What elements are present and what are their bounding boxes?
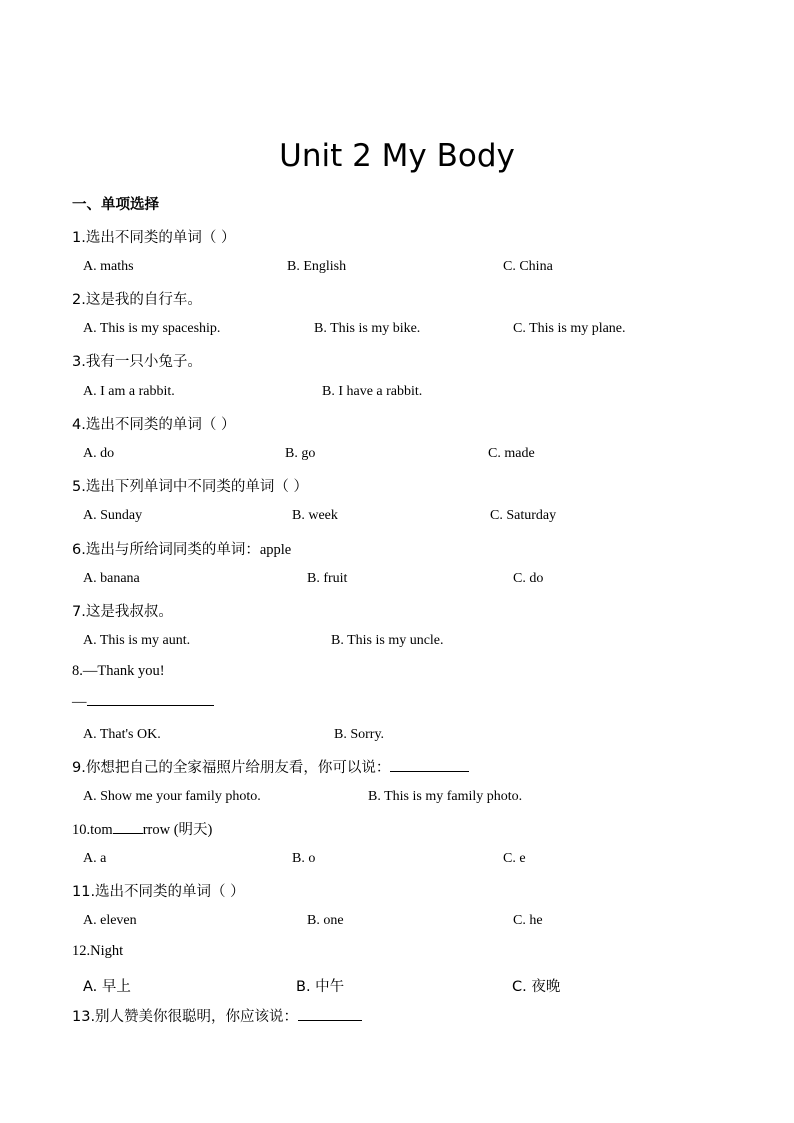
q9-option-b[interactable]: B. This is my family photo. xyxy=(368,789,523,804)
question-8-dash: — xyxy=(72,694,87,710)
question-4: 4.选出不同类的单词（ ） xyxy=(72,417,236,433)
q7-option-a[interactable]: A. This is my aunt. xyxy=(83,633,191,648)
answer-blank[interactable] xyxy=(298,1019,362,1021)
q6-option-a[interactable]: A. banana xyxy=(83,571,140,586)
q8-option-a[interactable]: A. That's OK. xyxy=(83,727,161,742)
question-6-text: 6.选出与所给词同类的单词： xyxy=(72,542,260,558)
question-13-text: 13.别人赞美你很聪明，你应该说： xyxy=(72,1009,299,1025)
question-10-text-a: 10.tom xyxy=(72,822,113,838)
q7-option-b[interactable]: B. This is my uncle. xyxy=(331,633,444,648)
question-12-text: 12.Night xyxy=(72,943,124,959)
question-1: 1.选出不同类的单词（ ） xyxy=(72,230,236,246)
q3-option-a[interactable]: A. I am a rabbit. xyxy=(83,384,175,399)
question-10-text-b: rrow (明天) xyxy=(142,822,213,838)
q11-option-b[interactable]: B. one xyxy=(307,913,344,928)
q10-option-b[interactable]: B. o xyxy=(292,851,316,866)
q4-option-c[interactable]: C. made xyxy=(488,446,535,461)
q9-option-a[interactable]: A. Show me your family photo. xyxy=(83,789,261,804)
q12-option-b[interactable]: B. 中午 xyxy=(296,979,345,995)
q10-option-c[interactable]: C. e xyxy=(503,851,526,866)
q4-option-a[interactable]: A. do xyxy=(83,446,115,461)
q4-option-b[interactable]: B. go xyxy=(285,446,316,461)
question-8-reply xyxy=(72,694,214,711)
q5-option-a[interactable]: A. Sunday xyxy=(83,508,143,523)
q1-option-c[interactable]: C. China xyxy=(503,259,553,274)
section-heading: 一、单项选择 xyxy=(72,197,159,213)
question-8-text: 8.—Thank you! xyxy=(72,663,165,679)
page-title: Unit 2 My Body xyxy=(279,138,515,174)
question-12 xyxy=(72,943,123,960)
question-2: 2.这是我的自行车。 xyxy=(72,292,202,308)
question-6 xyxy=(72,538,291,559)
q2-option-b[interactable]: B. This is my bike. xyxy=(314,321,421,336)
q12-option-c[interactable]: C. 夜晚 xyxy=(512,979,561,995)
q6-option-b[interactable]: B. fruit xyxy=(307,571,348,586)
question-5: 5.选出下列单词中不同类的单词（ ） xyxy=(72,479,308,495)
q8-option-b[interactable]: B. Sorry. xyxy=(334,727,385,742)
q2-option-c[interactable]: C. This is my plane. xyxy=(513,321,626,336)
answer-blank[interactable] xyxy=(390,770,469,772)
q11-option-a[interactable]: A. eleven xyxy=(83,913,137,928)
q1-option-a[interactable]: A. maths xyxy=(83,259,134,274)
question-9 xyxy=(72,756,469,777)
q5-option-c[interactable]: C. Saturday xyxy=(490,508,557,523)
q11-option-c[interactable]: C. he xyxy=(513,913,543,928)
question-11: 11.选出不同类的单词（ ） xyxy=(72,884,245,900)
question-6-word: apple xyxy=(259,542,292,558)
question-13 xyxy=(72,1005,362,1026)
answer-blank[interactable] xyxy=(87,704,214,706)
q1-option-b[interactable]: B. English xyxy=(287,259,347,274)
q6-option-c[interactable]: C. do xyxy=(513,571,544,586)
q2-option-a[interactable]: A. This is my spaceship. xyxy=(83,321,221,336)
q10-option-a[interactable]: A. a xyxy=(83,851,107,866)
question-3: 3.我有一只小兔子。 xyxy=(72,354,202,370)
question-10 xyxy=(72,818,212,839)
q12-option-a[interactable]: A. 早上 xyxy=(83,979,131,995)
q5-option-b[interactable]: B. week xyxy=(292,508,338,523)
question-8 xyxy=(72,663,165,680)
question-9-text: 9.你想把自己的全家福照片给朋友看，你可以说： xyxy=(72,760,391,776)
question-7: 7.这是我叔叔。 xyxy=(72,604,173,620)
answer-blank[interactable] xyxy=(113,832,143,834)
q3-option-b[interactable]: B. I have a rabbit. xyxy=(322,384,423,399)
